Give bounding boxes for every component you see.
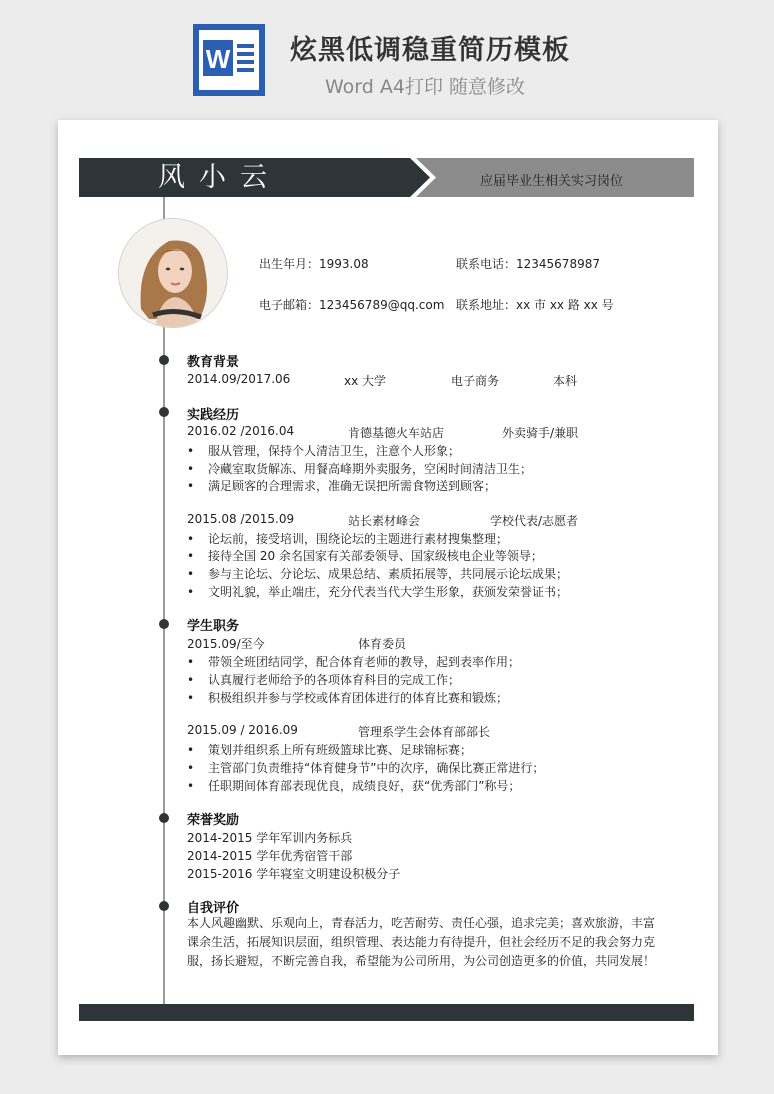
word-document-icon	[193, 24, 265, 96]
duty-period: 2015.09/至今	[187, 637, 265, 651]
honor-item: 2014-2015 学年军训内务标兵	[187, 831, 353, 845]
timeline-dot	[159, 355, 169, 365]
avatar-photo	[118, 218, 228, 328]
self-eval-title: 自我评价	[187, 901, 240, 916]
practice-title: 实践经历	[187, 408, 240, 423]
self-eval-text: 本人风趣幽默、乐观向上，青春活力，吃苦耐劳、责任心强，追求完美；喜欢旅游，丰富课余生活，拓展知识层面，组织管理、表达能力有待提升，但社会经历不足的我会努力克服，扬长避短，不断完善自我，希望能为公司所用，为公司创造更多的价值，共同发展！	[187, 916, 656, 968]
list-item: • 论坛前，接受培训，围绕论坛的主题进行素材搜集整理；	[187, 532, 509, 546]
list-item: • 主管部门负责维持“体育健身节”中的次序，确保比赛正常进行；	[187, 761, 545, 775]
word-icon-letter: W	[205, 44, 231, 74]
candidate-name: 风小云	[158, 162, 281, 193]
duty-title: 学生职务	[187, 619, 240, 634]
phone-number: 联系电话：12345678987	[456, 257, 600, 271]
template-title: 炫黑低调稳重简历模板	[290, 35, 570, 66]
list-item: • 服从管理，保持个人清洁卫生，注意个人形象；	[187, 444, 461, 458]
list-item: • 策划并组织系上所有班级篮球比赛、足球锦标赛；	[187, 743, 473, 757]
education-degree: 本科	[553, 374, 578, 388]
list-item: • 积极组织并参与学校或体育团体进行的体育比赛和锻炼；	[187, 691, 509, 705]
list-item: • 任职期间体育部表现优良，成绩良好，获“优秀部门”称号；	[187, 779, 521, 793]
list-item: • 冷藏室取货解冻、用餐高峰期外卖服务，空闲时间清洁卫生；	[187, 462, 533, 476]
timeline-dot	[159, 407, 169, 417]
template-subtitle: Word A4打印 随意修改	[325, 76, 526, 98]
home-address: 联系地址：xx 市 xx 路 xx 号	[456, 298, 614, 312]
practice-period: 2015.08 /2015.09	[187, 512, 295, 526]
practice-org: 站长素材峰会	[348, 514, 421, 528]
duty-role: 体育委员	[358, 637, 407, 651]
honor-item: 2015-2016 学年寝室文明建设积极分子	[187, 867, 401, 881]
practice-org: 肯德基德火车站店	[348, 426, 445, 440]
honor-item: 2014-2015 学年优秀宿管干部	[187, 849, 353, 863]
target-job: 应届毕业生相关实习岗位	[480, 174, 624, 189]
list-item: • 文明礼貌，举止端庄，充分代表当代大学生形象，获颁发荣誉证书；	[187, 585, 569, 599]
honors-title: 荣誉奖励	[187, 813, 240, 828]
education-period: 2014.09/2017.06	[187, 372, 291, 386]
list-item: • 满足顾客的合理需求，准确无误把所需食物送到顾客；	[187, 479, 497, 493]
practice-period: 2016.02 /2016.04	[187, 424, 295, 438]
email-address: 电子邮箱：123456789@qq.com	[259, 298, 445, 312]
timeline-dot	[159, 901, 169, 911]
education-school: xx 大学	[344, 374, 387, 388]
practice-role: 学校代表/志愿者	[490, 514, 579, 528]
timeline-dot	[159, 619, 169, 629]
education-title: 教育背景	[187, 355, 240, 370]
timeline-dot	[159, 813, 169, 823]
footer-bar	[79, 1004, 694, 1021]
duty-period: 2015.09 / 2016.09	[187, 723, 298, 737]
education-major: 电子商务	[451, 374, 500, 388]
practice-role: 外卖骑手/兼职	[502, 426, 579, 440]
list-item: • 带领全班团结同学，配合体育老师的教导，起到表率作用；	[187, 655, 521, 669]
list-item: • 接待全国 20 余名国家有关部委领导、国家级核电企业等领导；	[187, 549, 543, 563]
list-item: • 认真履行老师给予的各项体育科目的完成工作；	[187, 673, 461, 687]
birth-date: 出生年月：1993.08	[259, 257, 369, 271]
duty-role: 管理系学生会体育部部长	[358, 725, 491, 739]
list-item: • 参与主论坛、分论坛、成果总结、素质拓展等，共同展示论坛成果；	[187, 567, 569, 581]
